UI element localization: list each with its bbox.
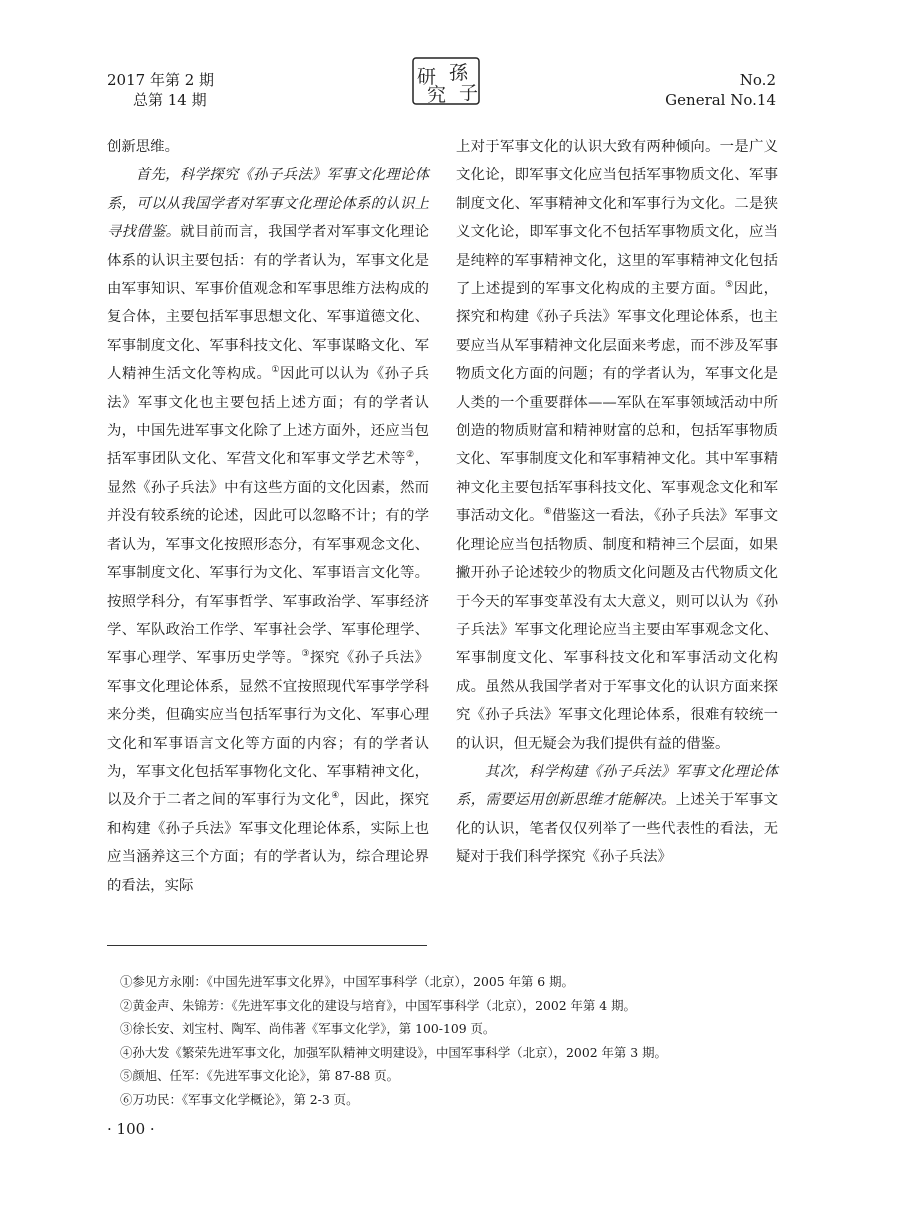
paragraph-lead: 其次，科学构建《孙子兵法》军事文化理论体系，需要运用创新思维才能解决。	[456, 763, 778, 809]
paragraph	[107, 161, 429, 900]
paragraph	[456, 758, 778, 872]
footnote-ref[interactable]: ②	[405, 450, 415, 461]
paragraph-text: 上对于军事文化的认识大致有两种倾向。一是广义文化论，即军事文化应当包括军事物质文化、军事制度文化、军事精神文化和军事行为文化。二是狭义文化论，即军事文化不包括军事物质文化，应当是纯粹的军事精神文化，这里的军事精神文化包括了上述提到的军事文化构成的主要方面。	[456, 139, 778, 298]
footnote-ref[interactable]: ①	[271, 365, 281, 376]
footnote-item: ⑤颜旭、任军：《先进军事文化论》，第 87-88 页。	[120, 1068, 400, 1083]
header-issue-no: No.2	[739, 71, 776, 89]
footnotes	[120, 970, 800, 1111]
body-column-left	[107, 133, 429, 900]
footnote-item: ①参见方永刚：《中国先进军事文化界》，中国军事科学（北京），2005 年第 6 期。	[120, 974, 574, 989]
footnote-divider	[107, 945, 427, 946]
paragraph-text: 因此，探究和构建《孙子兵法》军事文化理论体系，也主要应当从军事精神文化层面来考虑，而不涉及军事物质文化方面的问题；有的学者认为，军事文化是人类的一个重要群体——军队在军事领域活动中所创造的物质财富和精神财富的总和，包括军事物质文化、军事制度文化和军事精神文化。其中军事精神文化主要包括军事科技文化、军事观念文化和军事活动文化。	[456, 281, 778, 525]
footnote-item: ⑥万功民：《军事文化学概论》，第 2-3 页。	[120, 1091, 359, 1107]
footnote-ref[interactable]: ③	[301, 649, 310, 660]
header-issue-info	[107, 70, 214, 110]
paragraph-text: 因此可以认为《孙子兵法》军事文化也主要包括上述方面；有的学者认为，中国先进军事文化除了上述方面外，还应当包括军事团队文化、军营文化和军事文学艺术等	[107, 366, 429, 468]
journal-logo	[411, 56, 481, 106]
paragraph-text: ，显然《孙子兵法》中有这些方面的文化因素，然而并没有较系统的论述，因此可以忽略不计；有的学者认为，军事文化按照形态分，有军事观念文化、军事制度文化、军事行为文化、军事语言文化等。按照学科分，有军事哲学、军事政治学、军事经济学、军队政治工作学、军事社会学、军事伦理学、军事心理学、军事历史学等。	[107, 451, 429, 667]
header-year-issue: 2017 年第 2 期	[107, 71, 215, 89]
svg-text:研: 研	[417, 66, 437, 88]
paragraph-text: ，因此，探究和构建《孙子兵法》军事文化理论体系，实际上也应当涵养这三个方面；有的学者认为，综合理论界的看法，实际	[107, 792, 429, 894]
footnote-ref[interactable]: ⑥	[543, 507, 552, 518]
svg-text:孫: 孫	[449, 62, 469, 84]
header-total-issue: 总第 14 期	[133, 91, 207, 109]
footnote-ref[interactable]: ④	[331, 791, 340, 802]
svg-text:子: 子	[459, 82, 479, 104]
paragraph	[456, 133, 778, 758]
paragraph	[107, 133, 429, 161]
paragraph-text: 借鉴这一看法，《孙子兵法》军事文化理论应当包括物质、制度和精神三个层面，如果撇开孙子论述较少的物质文化问题及古代物质文化于今天的军事变革没有太大意义，则可以认为《孙子兵法》军事文化理论应当主要由军事观念文化、军事制度文化、军事科技文化和军事活动文化构成。虽然从我国学者对于军事文化的认识方面来探究《孙子兵法》军事文化理论体系，很难有较统一的认识，但无疑会为我们提供有益的借鉴。	[456, 508, 778, 752]
paragraph-text: 探究《孙子兵法》军事文化理论体系，显然不宜按照现代军事学学科来分类，但确实应当包括军事行为文化、军事心理文化和军事语言文化等方面的内容；有的学者认为，军事文化包括军事物化文化、军事精神文化，以及介于二者之间的军事行为文化	[107, 650, 429, 809]
footnote-ref[interactable]: ⑤	[725, 280, 734, 291]
paragraph-lead: 首先，科学探究《孙子兵法》军事文化理论体系，可以从我国学者对军事文化理论体系的认识上寻找借鉴。	[107, 167, 429, 241]
svg-text:究: 究	[427, 84, 447, 106]
header-general-info	[665, 70, 776, 110]
footnote-item: ②黄金声、朱锦芳：《先进军事文化的建设与培育》，中国军事科学（北京），2002 年第 4 期。	[120, 997, 636, 1013]
paragraph-text: 就目前而言，我国学者对军事文化理论体系的认识主要包括：有的学者认为，军事文化是由军事知识、军事价值观念和军事思维方法构成的复合体，主要包括军事思想文化、军事道德文化、军事制度文化、军事科技文化、军事谋略文化、军人精神生活文化等构成。	[107, 224, 429, 383]
header-general-no: General No.14	[665, 91, 776, 109]
footnote-item: ③徐长安、刘宝村、陶军、尚伟著《军事文化学》，第 100-109 页。	[120, 1021, 496, 1036]
paragraph-text: 创新思维。	[107, 139, 179, 155]
page-number: · 100 ·	[107, 1120, 155, 1138]
body-column-right	[456, 133, 778, 872]
footnote-item: ④孙大发《繁荣先进军事文化，加强军队精神文明建设》，中国军事科学（北京），2002 年第 3 期。	[120, 1044, 667, 1060]
paragraph-text: 上述关于军事文化的认识，笔者仅仅列举了一些代表性的看法，无疑对于我们科学探究《孙子兵法》	[456, 792, 778, 866]
